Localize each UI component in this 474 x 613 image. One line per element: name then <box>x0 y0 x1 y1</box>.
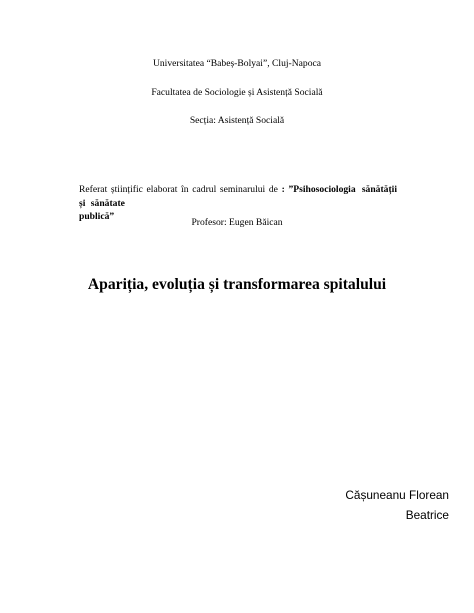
university-name: Universitatea “Babeș-Bolyai”, Cluj-Napoca <box>152 58 322 69</box>
course-name-line1: ”Psihosociologia sănătății și sănătate <box>79 184 398 209</box>
course-name-line2: publică” <box>79 211 115 222</box>
document-title: Apariția, evoluția și transformarea spitalului <box>87 276 387 293</box>
author-name-line2: Beatrice <box>405 508 449 522</box>
section-name: Secția: Asistență Socială <box>189 115 285 126</box>
professor-line: Profesor: Eugen Băican <box>191 217 283 228</box>
author-name-line1: Cășuneanu Florean <box>345 488 449 502</box>
faculty-name: Facultatea de Sociologie și Asistență Socială <box>151 87 323 98</box>
referat-intro: Referat științific elaborat în cadrul seminarului de <box>79 184 282 195</box>
referat-colon: : <box>281 184 289 195</box>
